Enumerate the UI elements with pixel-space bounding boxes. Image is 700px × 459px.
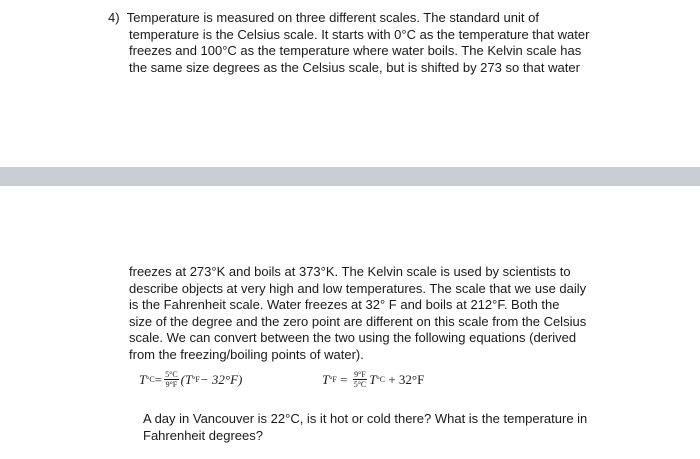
- problem-number: 4): [108, 10, 120, 25]
- eq-lhs: T: [139, 371, 147, 387]
- paragraph-line: from the freezing/boiling points of water).: [129, 346, 364, 362]
- fraction-denominator: 5°C: [353, 380, 367, 389]
- question-paragraph: [143, 411, 587, 444]
- fraction-numerator: 5°C: [165, 370, 178, 379]
- paragraph-line: is the Fahrenheit scale. Water freezes at 32° F and boils at 212°F. Both the: [129, 297, 560, 312]
- paragraph-line: the same size degrees as the Celsius scale, but is shifted by 273 so that water: [129, 59, 580, 75]
- paragraph-line: freezes at 273°K and boils at 373°K. The Kelvin scale is used by scientists to: [129, 264, 571, 279]
- eq-rhs: (T: [180, 371, 193, 387]
- fahrenheit-conversion-equation: [322, 370, 424, 389]
- line-text: Temperature is measured on three different scales. The standard unit of: [126, 10, 539, 25]
- eq-lhs-subscript: °F: [329, 375, 337, 384]
- eq-lhs: T: [322, 371, 330, 387]
- paragraph-line: describe objects at very high and low temperatures. The scale that we use daily: [129, 280, 587, 296]
- eq-rhs: T: [369, 371, 377, 387]
- fraction-numerator: 9°F: [354, 370, 366, 379]
- paragraph-line: [108, 10, 589, 27]
- eq-fraction: [353, 370, 368, 389]
- page-break-divider: [0, 167, 700, 186]
- eq-equals: =: [154, 371, 163, 387]
- paragraph-line: Fahrenheit degrees?: [143, 427, 263, 443]
- paragraph-line: scale. We can convert between the two using the following equations (derived: [129, 330, 577, 345]
- problem-continuation-paragraph: [129, 264, 586, 363]
- problem-intro-paragraph: [108, 10, 589, 76]
- paragraph-line: freezes and 100°C as the temperature where water boils. The Kelvin scale has: [129, 43, 582, 58]
- celsius-conversion-equation: [139, 370, 242, 389]
- eq-equals: =: [336, 371, 351, 387]
- paragraph-line: temperature is the Celsius scale. It starts with 0°C as the temperature that water: [129, 26, 590, 42]
- eq-lhs-subscript: °C: [146, 375, 155, 384]
- eq-fraction: [164, 370, 179, 389]
- eq-rhs-subscript: °F: [192, 375, 200, 384]
- fraction-denominator: 9°F: [165, 380, 178, 389]
- eq-rhs-tail: − 32°F): [199, 371, 243, 387]
- eq-rhs-tail: + 32°F: [385, 371, 425, 387]
- paragraph-line: size of the degree and the zero point are different on this scale from the Celsius: [129, 313, 587, 329]
- eq-rhs-subscript: °C: [376, 375, 386, 384]
- paragraph-line: A day in Vancouver is 22°C, is it hot or cold there? What is the temperature in: [143, 411, 588, 426]
